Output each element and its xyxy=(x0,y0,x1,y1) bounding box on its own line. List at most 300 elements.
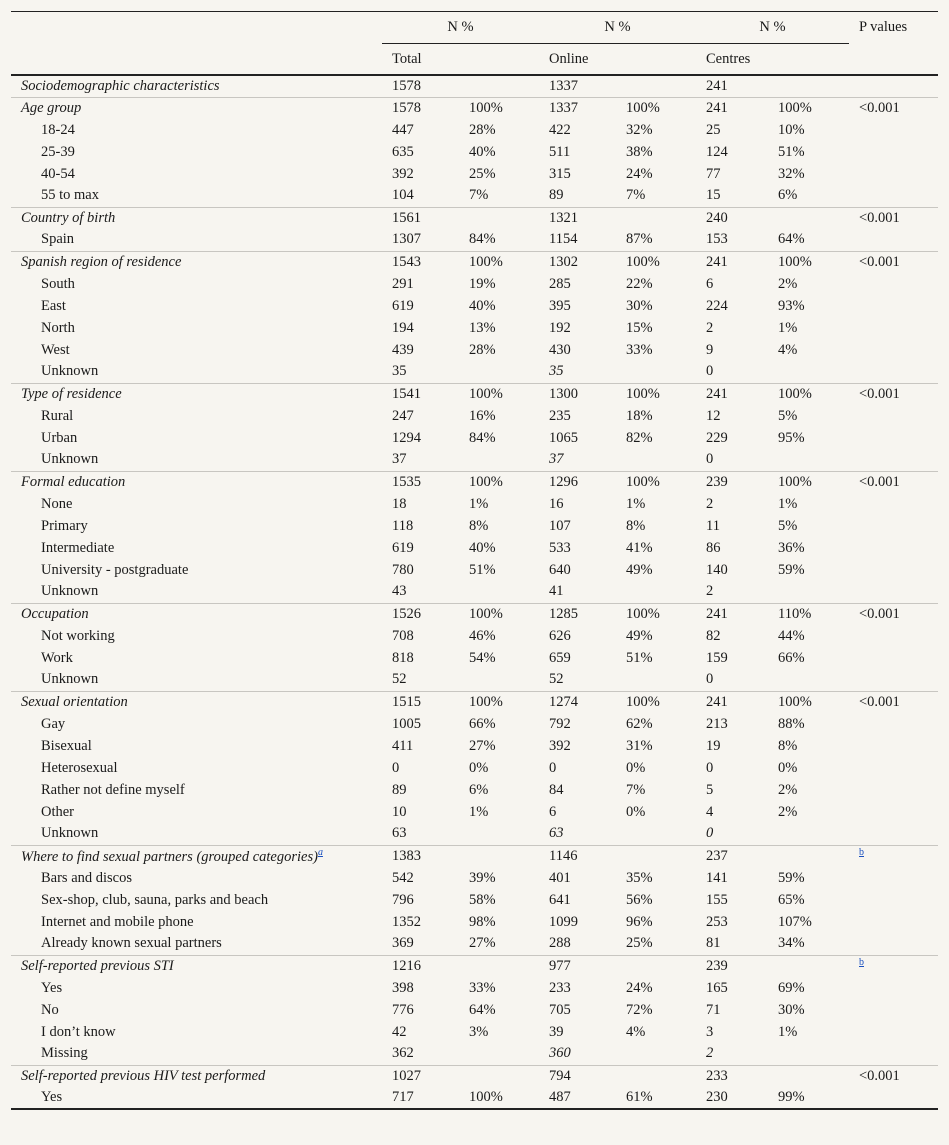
percent-cell xyxy=(768,581,849,603)
row-label xyxy=(11,977,382,999)
row-label xyxy=(11,801,382,823)
count-cell: 360 xyxy=(549,1045,571,1062)
label-text: Country of birth xyxy=(21,209,116,226)
count-cell: 1515 xyxy=(382,691,459,713)
p-value-cell xyxy=(849,735,938,757)
percent-cell: 100% xyxy=(459,691,539,713)
count-cell: 5 xyxy=(706,781,714,798)
label-text: 55 to max xyxy=(41,187,99,204)
p-value-cell xyxy=(849,163,938,185)
label-text: Bars and discos xyxy=(41,869,133,886)
count-cell: 241 xyxy=(696,97,768,119)
count-cell: 10 xyxy=(392,803,407,820)
count-cell: 107 xyxy=(549,517,571,534)
percent-cell: 2% xyxy=(778,803,798,820)
count-cell: 118 xyxy=(392,517,414,534)
percent-cell: 100% xyxy=(768,251,849,273)
count-cell: 11 xyxy=(706,517,720,534)
count-cell: 42 xyxy=(392,1023,407,1040)
percent-cell: 58% xyxy=(469,891,496,908)
count-cell: 511 xyxy=(549,143,571,160)
percent-cell: 5% xyxy=(778,517,798,534)
count-cell: 6 xyxy=(549,803,557,820)
count-cell: 1543 xyxy=(382,251,459,273)
count-cell: 2 xyxy=(706,1045,714,1062)
percent-cell xyxy=(768,75,849,97)
count-cell: 165 xyxy=(706,979,728,996)
percent-cell: 35% xyxy=(626,869,653,886)
count-cell: 239 xyxy=(696,471,768,493)
count-cell: 37 xyxy=(392,451,407,468)
count-cell: 422 xyxy=(549,121,571,138)
count-cell: 291 xyxy=(392,275,414,292)
percent-cell xyxy=(616,955,696,977)
p-value-cell xyxy=(849,779,938,801)
percent-cell xyxy=(459,1043,539,1065)
section-label xyxy=(11,207,382,229)
label-text: 25-39 xyxy=(41,143,75,160)
table-row xyxy=(11,757,938,779)
table-row xyxy=(11,1087,938,1109)
row-label xyxy=(11,229,382,251)
percent-cell: 46% xyxy=(469,627,496,644)
count-cell: 1535 xyxy=(382,471,459,493)
percent-cell: 100% xyxy=(616,691,696,713)
group-label-centres: N % xyxy=(696,12,849,44)
count-cell: 1307 xyxy=(392,231,421,248)
p-value-cell xyxy=(849,801,938,823)
count-cell: 401 xyxy=(549,869,571,886)
label-text: Intermediate xyxy=(41,539,115,556)
count-cell: 659 xyxy=(549,649,571,666)
percent-cell: 7% xyxy=(626,781,646,798)
section-label xyxy=(11,691,382,713)
percent-cell xyxy=(616,581,696,603)
row-label xyxy=(11,713,382,735)
count-cell: 3 xyxy=(706,1023,714,1040)
percent-cell: 49% xyxy=(626,627,653,644)
p-value-cell xyxy=(849,515,938,537)
section-row xyxy=(11,603,938,625)
count-cell: 533 xyxy=(549,539,571,556)
count-cell: 63 xyxy=(549,825,564,842)
section-row xyxy=(11,691,938,713)
percent-cell: 5% xyxy=(778,407,798,424)
percent-cell xyxy=(616,449,696,471)
count-cell: 977 xyxy=(539,955,616,977)
count-cell: 392 xyxy=(392,165,414,182)
percent-cell xyxy=(616,1065,696,1087)
table-row xyxy=(11,823,938,845)
percent-cell: 66% xyxy=(778,649,805,666)
label-text: Where to find sexual partners (grouped categories) xyxy=(21,848,318,865)
row-label xyxy=(11,141,382,163)
count-cell: 41 xyxy=(549,583,564,600)
count-cell: 439 xyxy=(392,341,414,358)
p-value-cell: <0.001 xyxy=(849,383,938,405)
count-cell: 1526 xyxy=(382,603,459,625)
percent-cell: 88% xyxy=(778,715,805,732)
count-cell: 1274 xyxy=(539,691,616,713)
percent-cell: 25% xyxy=(626,935,653,952)
p-value-cell xyxy=(849,669,938,691)
percent-cell: 2% xyxy=(778,781,798,798)
p-value-cell xyxy=(849,999,938,1021)
table-row xyxy=(11,537,938,559)
p-value-cell: <0.001 xyxy=(849,251,938,273)
table-row xyxy=(11,933,938,955)
count-cell: 0 xyxy=(392,759,400,776)
label-text: Yes xyxy=(41,1089,63,1105)
section-label xyxy=(11,845,382,867)
count-cell: 0 xyxy=(706,825,714,842)
p-value-cell xyxy=(849,1021,938,1043)
count-cell: 1337 xyxy=(549,77,578,94)
count-cell: 1294 xyxy=(392,429,421,446)
table-row xyxy=(11,317,938,339)
count-cell: 253 xyxy=(706,913,728,930)
count-cell: 19 xyxy=(706,737,721,754)
percent-cell: 69% xyxy=(778,979,805,996)
percent-cell: 100% xyxy=(768,691,849,713)
row-label xyxy=(11,449,382,471)
percent-cell: 18% xyxy=(626,407,653,424)
percent-cell xyxy=(616,75,696,97)
percent-cell: 32% xyxy=(778,165,805,182)
row-label xyxy=(11,119,382,141)
percent-cell: 65% xyxy=(778,891,805,908)
count-cell: 447 xyxy=(392,121,414,138)
sub-label-total: Total xyxy=(382,44,539,76)
count-cell: 794 xyxy=(539,1065,616,1087)
section-label xyxy=(11,603,382,625)
count-cell: 124 xyxy=(706,143,728,160)
label-text: Age group xyxy=(21,99,82,116)
percent-cell: 6% xyxy=(778,187,798,204)
p-value-cell xyxy=(849,449,938,471)
label-text: North xyxy=(41,319,75,336)
percent-cell: 1% xyxy=(778,495,798,512)
label-text: Sociodemographic characteristics xyxy=(21,77,220,94)
count-cell: 233 xyxy=(549,979,571,996)
count-cell: 395 xyxy=(549,297,571,314)
count-cell: 0 xyxy=(706,759,714,776)
percent-cell: 100% xyxy=(459,603,539,625)
table-row xyxy=(11,515,938,537)
count-cell: 241 xyxy=(696,383,768,405)
count-cell: 153 xyxy=(706,231,728,248)
percent-cell xyxy=(768,207,849,229)
percent-cell: 51% xyxy=(469,561,496,578)
p-value-cell xyxy=(849,1087,938,1109)
percent-cell: 66% xyxy=(469,715,496,732)
label-text: Heterosexual xyxy=(41,759,118,776)
p-value-cell xyxy=(849,75,938,97)
percent-cell xyxy=(768,669,849,691)
row-label xyxy=(11,1087,382,1109)
percent-cell xyxy=(768,845,849,867)
label-text: Other xyxy=(41,803,75,820)
percent-cell xyxy=(616,669,696,691)
p-value-cell xyxy=(849,141,938,163)
header-row-groups xyxy=(11,12,938,44)
label-text: Primary xyxy=(41,517,88,534)
percent-cell: 100% xyxy=(768,97,849,119)
percent-cell: 10% xyxy=(778,121,805,138)
percent-cell xyxy=(459,823,539,845)
p-value-cell xyxy=(849,933,938,955)
count-cell: 43 xyxy=(392,583,407,600)
p-value-cell xyxy=(849,713,938,735)
p-value-cell xyxy=(849,537,938,559)
section-row xyxy=(11,251,938,273)
percent-cell xyxy=(768,361,849,383)
percent-cell: 6% xyxy=(469,781,489,798)
percent-cell xyxy=(459,845,539,867)
percent-cell: 54% xyxy=(469,649,496,666)
percent-cell xyxy=(459,1065,539,1087)
label-text: Rural xyxy=(41,407,74,424)
table-row xyxy=(11,867,938,889)
p-value-cell: <0.001 xyxy=(849,691,938,713)
percent-cell: 28% xyxy=(469,341,496,358)
percent-cell: 8% xyxy=(778,737,798,754)
count-cell: 77 xyxy=(706,165,721,182)
percent-cell: 8% xyxy=(469,517,489,534)
percent-cell xyxy=(459,361,539,383)
table-row xyxy=(11,405,938,427)
percent-cell xyxy=(459,581,539,603)
row-label xyxy=(11,185,382,207)
count-cell: 229 xyxy=(706,429,728,446)
percent-cell: 110% xyxy=(768,603,849,625)
percent-cell xyxy=(616,361,696,383)
percent-cell: 59% xyxy=(778,561,805,578)
percent-cell xyxy=(459,955,539,977)
count-cell: 239 xyxy=(696,955,768,977)
count-cell: 241 xyxy=(696,251,768,273)
count-cell: 12 xyxy=(706,407,721,424)
row-label xyxy=(11,361,382,383)
group-label-online: N % xyxy=(539,12,696,44)
count-cell: 641 xyxy=(549,891,571,908)
count-cell: 241 xyxy=(706,77,728,94)
count-cell: 4 xyxy=(706,803,714,820)
label-text: Missing xyxy=(41,1045,88,1062)
percent-cell: 7% xyxy=(626,187,646,204)
count-cell: 818 xyxy=(392,649,414,666)
percent-cell: 40% xyxy=(469,143,496,160)
percent-cell: 41% xyxy=(626,539,653,556)
row-label xyxy=(11,339,382,361)
count-cell: 155 xyxy=(706,891,728,908)
row-label xyxy=(11,581,382,603)
table-row xyxy=(11,273,938,295)
footnote-link[interactable]: b xyxy=(859,956,864,968)
count-cell: 411 xyxy=(392,737,414,754)
label-text: Internet and mobile phone xyxy=(41,913,194,930)
percent-cell xyxy=(616,207,696,229)
p-value-cell xyxy=(849,229,938,251)
label-text: Gay xyxy=(41,715,66,732)
table-container xyxy=(11,11,938,1110)
label-text: Spain xyxy=(41,231,75,248)
label-text: Formal education xyxy=(21,473,126,490)
count-cell: 1027 xyxy=(382,1065,459,1087)
percent-cell: 1% xyxy=(469,495,489,512)
count-cell: 37 xyxy=(549,451,564,468)
percent-cell: 27% xyxy=(469,737,496,754)
section-label xyxy=(11,75,382,97)
p-value-cell xyxy=(849,185,938,207)
percent-cell: 2% xyxy=(778,275,798,292)
row-label xyxy=(11,559,382,581)
section-row xyxy=(11,1065,938,1087)
count-cell: 35 xyxy=(549,363,564,380)
percent-cell xyxy=(616,1043,696,1065)
header-blank xyxy=(11,12,382,44)
sub-label-online: Online xyxy=(539,44,696,76)
percent-cell: 3% xyxy=(469,1023,489,1040)
p-value-cell xyxy=(849,581,938,603)
percent-cell xyxy=(459,669,539,691)
percent-cell: 40% xyxy=(469,539,496,556)
label-text: 18-24 xyxy=(41,121,75,138)
table-row xyxy=(11,1043,938,1065)
label-text: I don’t know xyxy=(41,1023,116,1040)
count-cell: 0 xyxy=(706,451,714,468)
percent-cell xyxy=(768,955,849,977)
row-label xyxy=(11,405,382,427)
p-value-cell xyxy=(849,317,938,339)
table-row xyxy=(11,669,938,691)
percent-cell: 4% xyxy=(778,341,798,358)
percent-cell: 16% xyxy=(469,407,496,424)
percent-cell: 51% xyxy=(626,649,653,666)
label-text: West xyxy=(41,341,70,358)
percent-cell: 34% xyxy=(778,935,805,952)
count-cell: 619 xyxy=(392,539,414,556)
count-cell: 635 xyxy=(392,143,414,160)
label-text: No xyxy=(41,1001,59,1018)
label-text: Sex-shop, club, sauna, parks and beach xyxy=(41,891,269,908)
label-text: East xyxy=(41,297,66,314)
percent-cell: 49% xyxy=(626,561,653,578)
section-row xyxy=(11,207,938,229)
percent-cell: 93% xyxy=(778,297,805,314)
percent-cell: 33% xyxy=(626,341,653,358)
row-label xyxy=(11,1021,382,1043)
count-cell: 16 xyxy=(549,495,564,512)
p-value-cell xyxy=(849,361,938,383)
count-cell: 780 xyxy=(392,561,414,578)
section-label xyxy=(11,97,382,119)
row-label xyxy=(11,779,382,801)
count-cell: 705 xyxy=(549,1001,571,1018)
percent-cell: 44% xyxy=(778,627,805,644)
percent-cell: 100% xyxy=(616,383,696,405)
percent-cell: 107% xyxy=(778,913,812,930)
percent-cell: 27% xyxy=(469,935,496,952)
row-label xyxy=(11,273,382,295)
count-cell: 240 xyxy=(696,207,768,229)
p-value-cell xyxy=(849,559,938,581)
count-cell: 1285 xyxy=(539,603,616,625)
footnote-link[interactable]: a xyxy=(317,846,323,858)
row-label xyxy=(11,823,382,845)
section-label xyxy=(11,383,382,405)
count-cell: 315 xyxy=(549,165,571,182)
footnote-link[interactable]: b xyxy=(859,846,864,858)
percent-cell: 0% xyxy=(469,759,489,776)
section-row xyxy=(11,471,938,493)
count-cell: 247 xyxy=(392,407,414,424)
table-row xyxy=(11,581,938,603)
section-row xyxy=(11,383,938,405)
percent-cell: 24% xyxy=(626,165,653,182)
p-value-cell xyxy=(849,889,938,911)
count-cell: 104 xyxy=(392,187,414,204)
count-cell: 235 xyxy=(549,407,571,424)
label-text: Unknown xyxy=(41,671,99,688)
characteristics-table xyxy=(11,11,938,1110)
label-text: Not working xyxy=(41,627,115,644)
percent-cell: 31% xyxy=(626,737,653,754)
count-cell: 398 xyxy=(392,979,414,996)
percent-cell xyxy=(768,449,849,471)
p-value-cell xyxy=(849,647,938,669)
percent-cell: 82% xyxy=(626,429,653,446)
percent-cell: 25% xyxy=(469,165,496,182)
count-cell: 1337 xyxy=(539,97,616,119)
table-row xyxy=(11,229,938,251)
count-cell: 717 xyxy=(382,1087,459,1109)
count-cell: 82 xyxy=(706,627,721,644)
percent-cell xyxy=(616,823,696,845)
count-cell: 2 xyxy=(706,583,714,600)
label-text: Spanish region of residence xyxy=(21,253,182,270)
label-text: Unknown xyxy=(41,583,99,600)
percent-cell: 95% xyxy=(778,429,805,446)
count-cell: 25 xyxy=(706,121,721,138)
row-label xyxy=(11,933,382,955)
count-cell: 52 xyxy=(392,671,407,688)
count-cell: 776 xyxy=(392,1001,414,1018)
table-row xyxy=(11,427,938,449)
p-value-cell xyxy=(849,823,938,845)
p-value-cell: <0.001 xyxy=(849,207,938,229)
count-cell: 86 xyxy=(706,539,721,556)
count-cell: 1561 xyxy=(382,207,459,229)
count-cell: 6 xyxy=(706,275,714,292)
table-row xyxy=(11,361,938,383)
count-cell: 640 xyxy=(549,561,571,578)
percent-cell: 7% xyxy=(469,187,489,204)
label-text: Unknown xyxy=(41,451,99,468)
p-value-cell xyxy=(849,1043,938,1065)
percent-cell: 100% xyxy=(768,383,849,405)
count-cell: 241 xyxy=(696,603,768,625)
label-text: Already known sexual partners xyxy=(41,935,222,952)
count-cell: 39 xyxy=(549,1023,564,1040)
group-label-total: N % xyxy=(382,12,539,44)
sub-label-centres: Centres xyxy=(696,44,849,76)
row-label xyxy=(11,295,382,317)
row-label xyxy=(11,889,382,911)
percent-cell: 38% xyxy=(626,143,653,160)
percent-cell: 13% xyxy=(469,319,496,336)
percent-cell: 40% xyxy=(469,297,496,314)
